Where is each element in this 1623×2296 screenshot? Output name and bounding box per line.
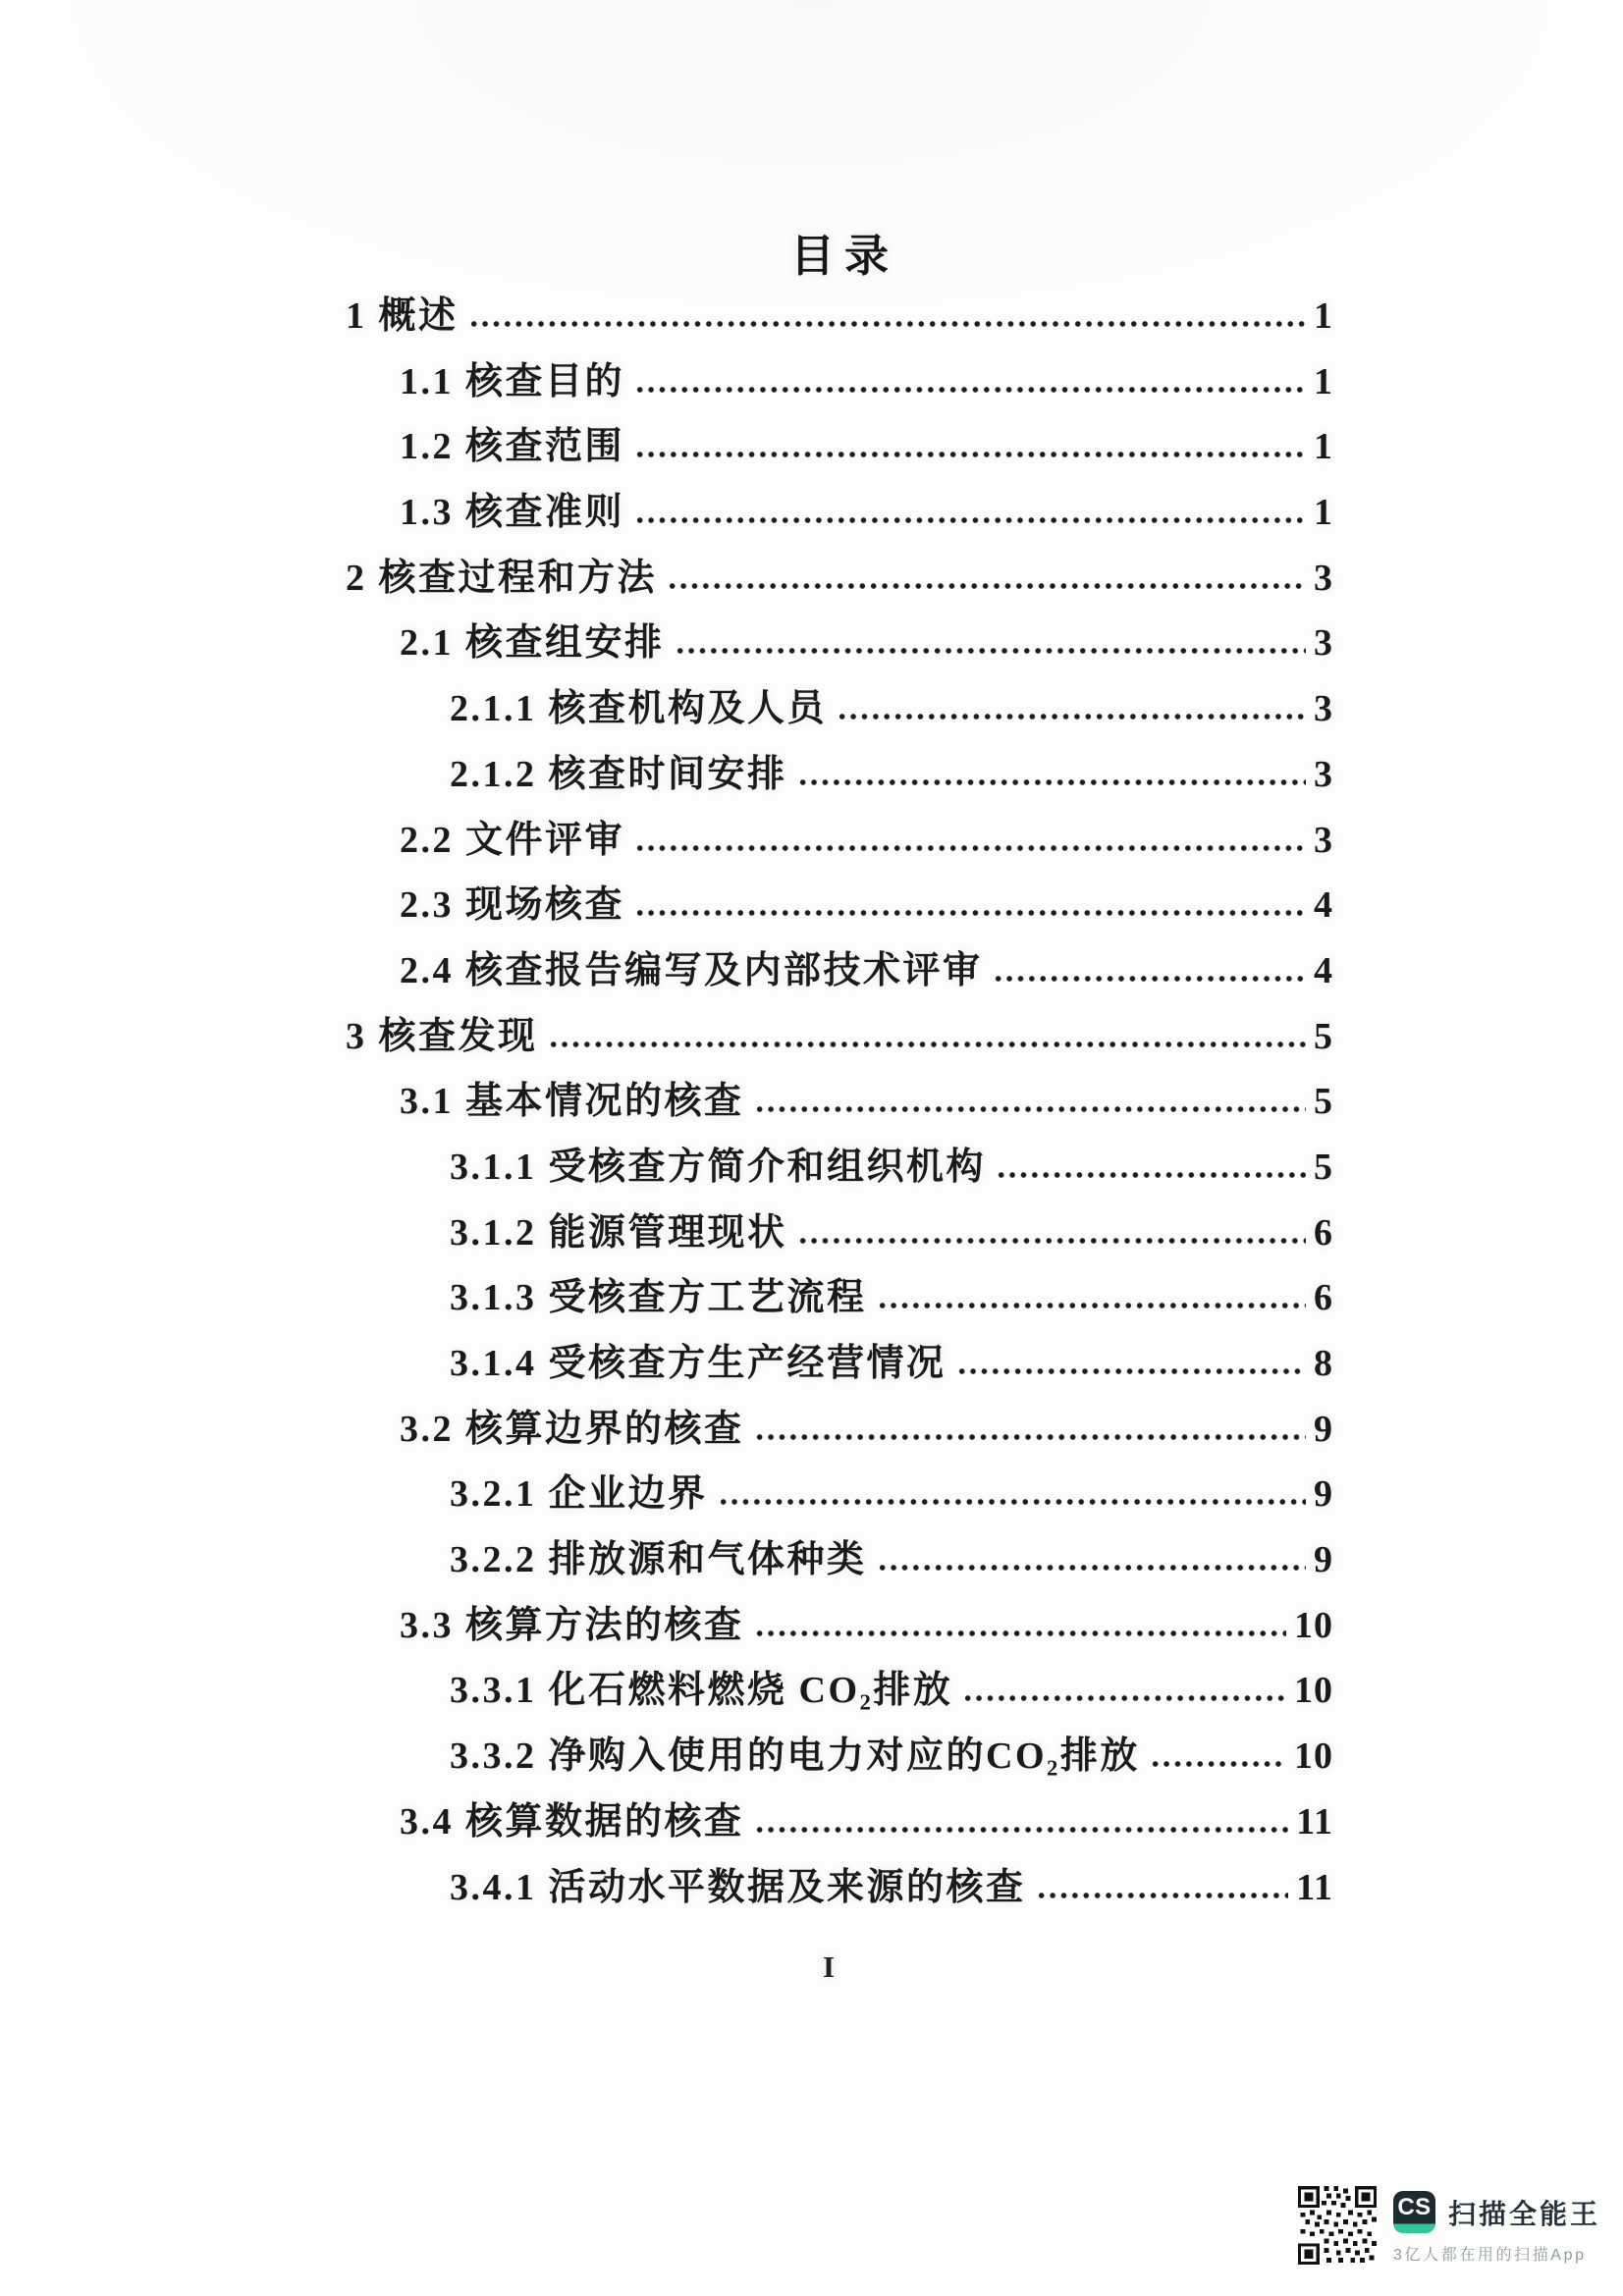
dot-leader xyxy=(634,384,1306,394)
toc-entry-label: 3.1.1 受核查方简介和组织机构 xyxy=(450,1146,987,1188)
toc-entry-label: 2.2 文件评审 xyxy=(400,819,625,861)
toc-entry-label: 2.3 现场核查 xyxy=(400,884,625,927)
toc-entry-label: 3.4 核算数据的核查 xyxy=(400,1800,744,1842)
toc-entry-label: 2 核查过程和方法 xyxy=(346,557,658,599)
toc-entry xyxy=(346,611,1333,676)
dot-leader xyxy=(754,1824,1289,1834)
toc-entry xyxy=(346,414,1333,480)
camscanner-logo-initials: CS xyxy=(1397,2194,1432,2220)
toc-entry-page: 4 xyxy=(1314,949,1333,991)
toc-entry-page: 10 xyxy=(1294,1670,1333,1712)
toc-entry xyxy=(346,1658,1333,1724)
toc-entry xyxy=(346,742,1333,808)
dot-leader xyxy=(634,907,1306,917)
qr-code-icon xyxy=(1298,2183,1377,2266)
toc-entry-label: 1.3 核查准则 xyxy=(400,492,625,534)
toc-entry-page: 6 xyxy=(1314,1211,1333,1254)
dot-leader xyxy=(667,580,1306,590)
dot-leader xyxy=(797,1235,1306,1245)
dot-leader xyxy=(754,1431,1306,1441)
toc-entry-page: 5 xyxy=(1314,1146,1333,1188)
toc-entry-label: 3.4.1 活动水平数据及来源的核查 xyxy=(450,1866,1026,1908)
footer-page-number: I xyxy=(823,1949,836,1984)
toc-entry xyxy=(346,546,1333,612)
toc-entry-page: 10 xyxy=(1294,1735,1333,1778)
toc-entry xyxy=(346,1855,1333,1921)
dot-leader xyxy=(993,973,1306,983)
toc-entry-page: 9 xyxy=(1314,1408,1333,1450)
toc-entry-label: 3.1.4 受核查方生产经营情况 xyxy=(450,1343,947,1384)
watermark-text-block xyxy=(1393,2183,1600,2265)
toc-entry xyxy=(346,349,1333,415)
toc-entry xyxy=(346,1593,1333,1659)
toc-entry-page: 1 xyxy=(1314,492,1333,534)
dot-leader xyxy=(754,1628,1286,1637)
toc-entry-label: 1.2 核查范围 xyxy=(400,426,625,468)
toc-entry xyxy=(346,1004,1333,1070)
toc-entry-label: 1.1 核查目的 xyxy=(400,360,625,402)
toc-entry-label: 3.3.1 化石燃料燃烧 CO₂排放 xyxy=(450,1670,953,1712)
camscanner-logo-icon xyxy=(1393,2191,1435,2233)
dot-leader xyxy=(468,318,1306,328)
toc-entry-label: 3.1.2 能源管理现状 xyxy=(450,1211,787,1254)
toc-entry-page: 11 xyxy=(1296,1800,1333,1842)
toc-entry xyxy=(346,808,1333,874)
toc-entry xyxy=(346,480,1333,546)
dot-leader xyxy=(718,1496,1306,1506)
toc-entry xyxy=(346,1789,1333,1855)
toc-entry xyxy=(346,1462,1333,1527)
toc-entry-page: 1 xyxy=(1314,360,1333,402)
dot-leader xyxy=(956,1365,1306,1375)
dot-leader xyxy=(877,1562,1306,1572)
toc-entry-page: 3 xyxy=(1314,622,1333,665)
toc-entry-label: 3.2.1 企业边界 xyxy=(450,1473,708,1516)
toc-entry-label: 3.2.2 排放源和气体种类 xyxy=(450,1539,867,1581)
toc-entry xyxy=(346,1527,1333,1593)
dot-leader xyxy=(1150,1758,1286,1768)
toc-entry-page: 5 xyxy=(1314,1015,1333,1057)
toc-entry-label: 2.4 核查报告编写及内部技术评审 xyxy=(400,949,983,991)
dot-leader xyxy=(548,1039,1306,1048)
toc-entry xyxy=(346,284,1333,349)
toc-entry xyxy=(346,1201,1333,1266)
toc-entry-label: 3.1 基本情况的核查 xyxy=(400,1081,744,1123)
toc-entry-page: 5 xyxy=(1314,1081,1333,1123)
toc-entry xyxy=(346,676,1333,742)
dot-leader xyxy=(797,776,1306,786)
toc-entry-label: 3.3 核算方法的核查 xyxy=(400,1604,744,1646)
toc-entry xyxy=(346,938,1333,1004)
toc-entry-label: 2.1.1 核查机构及人员 xyxy=(450,688,828,730)
toc-entry-page: 1 xyxy=(1314,295,1333,337)
dot-leader xyxy=(837,711,1306,721)
dot-leader xyxy=(962,1692,1286,1702)
camscanner-watermark xyxy=(1298,2183,1600,2266)
toc-entry xyxy=(346,1331,1333,1397)
toc-entry xyxy=(346,1135,1333,1201)
dot-leader xyxy=(675,645,1306,655)
toc-entry-page: 3 xyxy=(1314,819,1333,861)
dot-leader xyxy=(634,514,1306,524)
toc-entry-page: 9 xyxy=(1314,1539,1333,1581)
watermark-tagline: 3亿人都在用的扫描App xyxy=(1393,2247,1587,2264)
toc-entry-page: 3 xyxy=(1314,753,1333,795)
watermark-app-name: 扫描全能王 xyxy=(1448,2198,1601,2229)
toc-entry xyxy=(346,1724,1333,1789)
toc-content xyxy=(346,231,1333,1920)
page-title: 目录 xyxy=(789,232,898,281)
toc-entry-page: 9 xyxy=(1314,1473,1333,1516)
toc-entry-label: 3.1.3 受核查方工艺流程 xyxy=(450,1277,867,1319)
toc-entry-label: 2.1 核查组安排 xyxy=(400,622,665,665)
toc-entry-page: 1 xyxy=(1314,426,1333,468)
dot-leader xyxy=(634,449,1306,458)
toc-entry-page: 8 xyxy=(1314,1343,1333,1384)
toc-entry-page: 4 xyxy=(1314,884,1333,927)
toc-entry-page: 10 xyxy=(1294,1604,1333,1646)
toc-entry-page: 11 xyxy=(1296,1866,1333,1908)
dot-leader xyxy=(1036,1890,1289,1899)
toc-entry xyxy=(346,1265,1333,1331)
dot-leader xyxy=(634,842,1306,852)
toc-entry xyxy=(346,1069,1333,1135)
toc-list xyxy=(346,284,1333,1920)
dot-leader xyxy=(754,1103,1306,1113)
toc-entry-label: 3.3.2 净购入使用的电力对应的CO₂排放 xyxy=(450,1735,1140,1778)
toc-entry-page: 3 xyxy=(1314,557,1333,599)
toc-entry-page: 3 xyxy=(1314,688,1333,730)
toc-entry xyxy=(346,873,1333,938)
toc-entry-label: 3 核查发现 xyxy=(346,1015,538,1057)
dot-leader xyxy=(877,1300,1306,1309)
toc-entry xyxy=(346,1397,1333,1463)
toc-entry-label: 3.2 核算边界的核查 xyxy=(400,1408,744,1450)
dot-leader xyxy=(996,1169,1306,1179)
toc-entry-page: 6 xyxy=(1314,1277,1333,1319)
toc-entry-label: 2.1.2 核查时间安排 xyxy=(450,753,787,795)
toc-entry-label: 1 概述 xyxy=(346,295,459,337)
